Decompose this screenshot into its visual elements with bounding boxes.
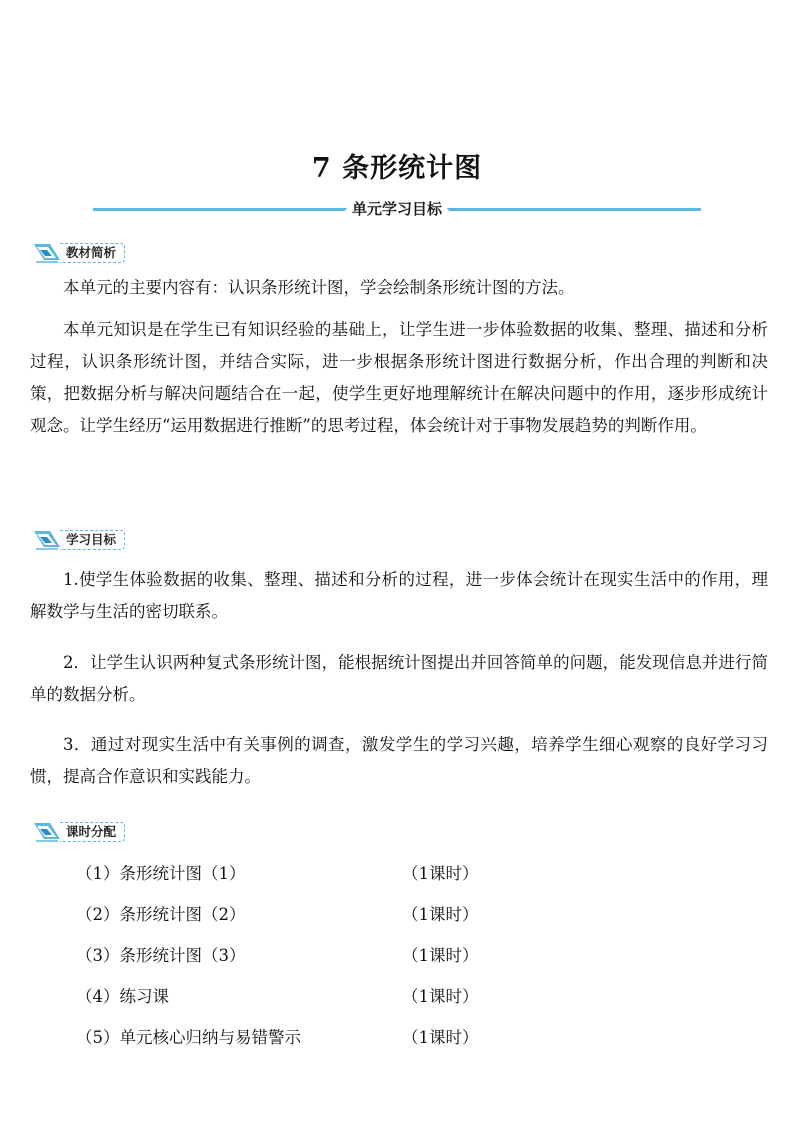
lesson-hours: （1课时） [402,905,479,924]
goal-item: 2．让学生认识两种复式条形统计图，能根据统计图提出并回答简单的问题，能发现信息并进行简单的数据分析。 [30,653,768,704]
lesson-name: （2）条形统计图（2） [76,905,246,924]
lesson-hours: （1课时） [402,864,479,883]
section-banner [93,196,701,222]
section-tag-label: 教材简析 [60,243,125,263]
schedule-row [76,1024,596,1065]
analysis-paragraph: 本单元的主要内容有：认识条形统计图，学会绘制条形统计图的方法。 [63,278,575,297]
lesson-name: （5）单元核心归纳与易错警示 [76,1028,301,1047]
goal-item: 3．通过对现实生活中有关事例的调查，激发学生的学习兴趣，培养学生细心观察的良好学习习惯，提高合作意识和实践能力。 [30,735,768,786]
schedule-row [76,901,596,942]
schedule-row [76,942,596,983]
lesson-hours: （1课时） [402,987,479,1006]
section-tag-label: 课时分配 [60,822,125,842]
analysis-paragraph: 本单元知识是在学生已有知识经验的基础上，让学生进一步体验数据的收集、整理、描述和分析过程，认识条形统计图，并结合实际，进一步根据条形统计图进行数据分析，作出合理的判断和决策，把数据分析与解决问题结合在一起，使学生更好地理解统计在解决问题中的作用，逐步形成统计观念。让学生经历“运用数据进行推断”的思考过程，体会统计对于事物发展趋势的判断作用。 [30,320,768,435]
schedule-row [76,983,596,1024]
lesson-hours: （1课时） [402,946,479,965]
page-title: 7 条形统计图 [311,153,483,184]
banner-label: 单元学习目标 [338,196,456,222]
lesson-name: （4）练习课 [76,987,169,1006]
schedule-row [76,860,596,901]
lesson-name: （1）条形统计图（1） [76,864,246,883]
lesson-hours: （1课时） [402,1028,479,1047]
lesson-schedule [76,860,596,1065]
goal-item: 1.使学生体验数据的收集、整理、描述和分析的过程，进一步体会统计在现实生活中的作用，理解数学与生活的密切联系。 [30,570,768,621]
lesson-name: （3）条形统计图（3） [76,946,246,965]
section-tag-label: 学习目标 [60,530,125,550]
